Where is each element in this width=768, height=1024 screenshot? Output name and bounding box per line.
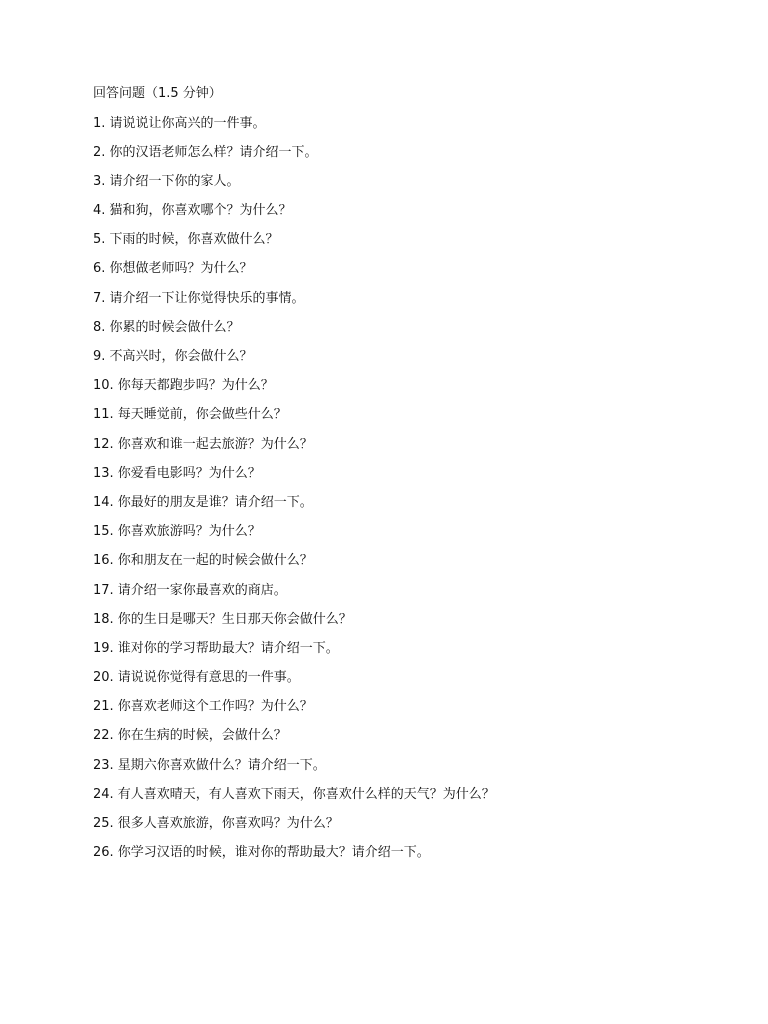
question-item: 15. 你喜欢旅游吗？为什么？ [93,524,261,540]
question-item: 22. 你在生病的时候，会做什么？ [93,728,287,744]
document-heading: 回答问题（1.5 分钟） [93,86,222,101]
question-item: 6. 你想做老师吗？为什么？ [93,261,253,277]
question-item: 23. 星期六你喜欢做什么？请介绍一下。 [93,757,326,773]
question-item: 25. 很多人喜欢旅游，你喜欢吗？为什么？ [93,816,339,831]
question-item: 8. 你累的时候会做什么？ [93,319,240,335]
question-item: 18. 你的生日是哪天？生日那天你会做什么？ [93,611,352,627]
question-list [93,114,733,864]
question-item: 21. 你喜欢老师这个工作吗？为什么？ [93,699,313,715]
question-item: 24. 有人喜欢晴天，有人喜欢下雨天，你喜欢什么样的天气？为什么？ [93,786,495,802]
question-item: 26. 你学习汉语的时候，谁对你的帮助最大？请介绍一下。 [93,845,430,861]
question-item: 9. 不高兴时，你会做什么？ [93,349,253,364]
question-item: 5. 下雨的时候，你喜欢做什么？ [93,232,279,248]
question-item: 14. 你最好的朋友是谁？请介绍一下。 [93,494,313,510]
question-item: 19. 谁对你的学习帮助最大？请介绍一下。 [93,640,339,656]
question-item: 4. 猫和狗，你喜欢哪个？为什么？ [93,203,292,219]
question-item: 2. 你的汉语老师怎么样？请介绍一下。 [93,144,318,160]
question-item: 20. 请说说你觉得有意思的一件事。 [93,670,300,686]
question-item: 1. 请说说让你高兴的一件事。 [93,115,266,131]
question-item: 11. 每天睡觉前，你会做些什么？ [93,407,287,423]
question-item: 12. 你喜欢和谁一起去旅游？为什么？ [93,436,313,452]
document-page [93,84,733,872]
question-item: 10. 你每天都跑步吗？为什么？ [93,378,274,394]
question-item: 3. 请介绍一下你的家人。 [93,173,240,189]
question-item: 17. 请介绍一家你最喜欢的商店。 [93,582,287,598]
question-item: 16. 你和朋友在一起的时候会做什么？ [93,553,313,569]
question-item: 13. 你爱看电影吗？为什么？ [93,465,261,481]
question-item: 7. 请介绍一下让你觉得快乐的事情。 [93,290,305,306]
